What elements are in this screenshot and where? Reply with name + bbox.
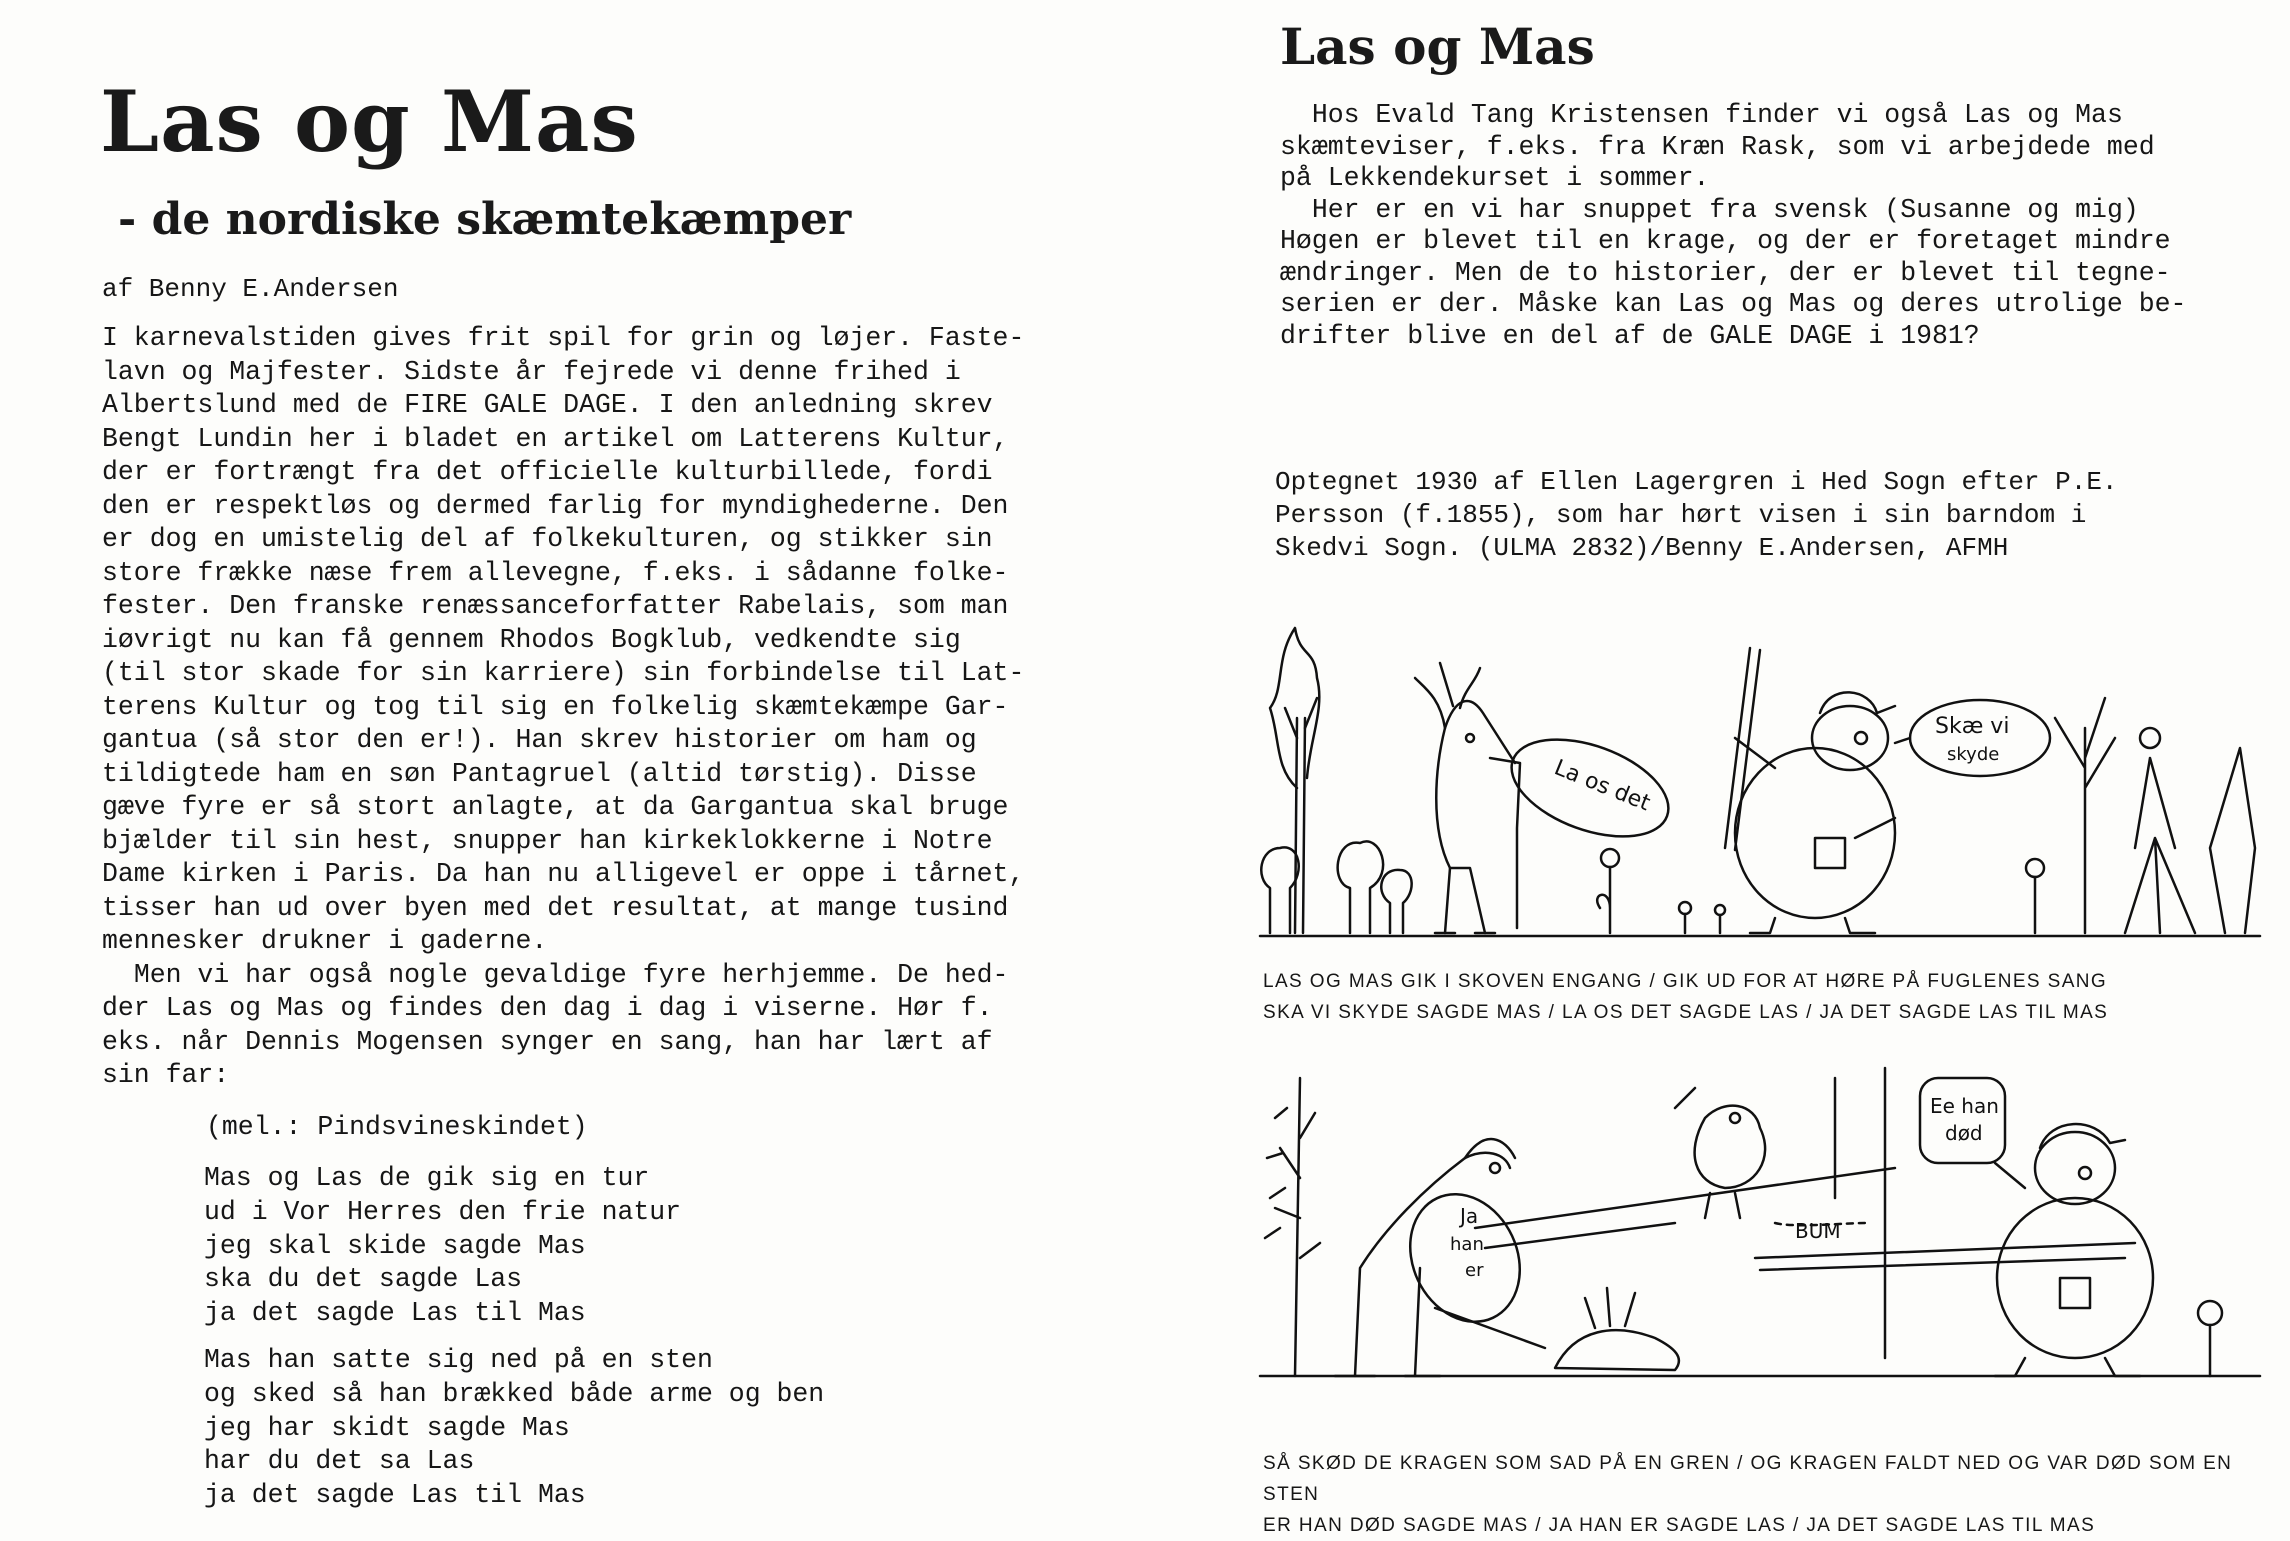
speech-bubble-mas bbox=[1895, 700, 2050, 776]
bubble-text-mas-2: skyde bbox=[1947, 744, 2000, 765]
right-trees-illustration bbox=[2026, 698, 2255, 933]
verse-2: Mas han satte sig ned på en sten og sked så han brækked både arme og ben jeg har skidt sagde Mas har du det sa Las ja det sagde Las til Mas bbox=[204, 1345, 825, 1511]
article-body: I karnevalstiden gives frit spil for grin og løjer. Faste- lavn og Majfester. Sidste år fejrede vi denne frihed i Albertslund med de FIRE GALE DAGE. I den anledning skrev Bengt Lundin her i bladet en artikel om Latterens Kultur, der er fortrængt fra det officielle kulturbillede, fordi den er respektløs og dermed farlig for myndighederne. Den er dog en umistelig del af folkekulturen, og stikker sin store frække næse frem allevegne, f.eks. i sådanne folke- fester. Den franske renæssanceforfatter Rabelais, som man iøvrigt nu kan få gennem Rhodos Bogklub, vedkendte sig (til stor skade for sin karriere) sin forbindelse til Lat- terens Kultur og tog til sig en folkelig skæmtekæmpe Gar- gantua (så stor den er!). Han skrev historier om ham og tildigtede ham en søn Pantagruel (altid tørstig). Disse gæve fyre er så stort anlagte, at da Gargantua skal bruge bjælder til sin hest, snupper han kirkeklokkerne i Notre Dame kirken i Paris. Da han nu alligevel er oppe i tårnet, tisser han ud over byen med det resultat, at mange tusind mennesker drukner i gaderne. Men vi har også nogle gevaldige fyre herhjemme. De hed- der Las og Mas og findes den dag i dag i viserne. Hør f. eks. når Dennis Mogensen synger en sang, han har lært af sin far: bbox=[102, 323, 1025, 1090]
sound-effect: BUM bbox=[1795, 1219, 1841, 1243]
article-subtitle: - de nordiske skæmtekæmper bbox=[118, 194, 852, 245]
las-figure-2 bbox=[1335, 1139, 1515, 1376]
las-figure bbox=[1415, 663, 1520, 933]
right-page bbox=[1145, 0, 2290, 1536]
bubble-text-las-2b: han bbox=[1450, 1234, 1484, 1255]
caption-panel-2: SÅ SKØD DE KRAGEN SOM SAD PÅ EN GREN / OG KRAGEN FALDT NED OG VAR DØD SOM EN STEN ER HAN DØD SAGDE MAS / JA HAN ER SAGDE LAS / JA DET SAGDE LAS TIL MAS bbox=[1263, 1453, 2233, 1536]
byline: af Benny E.Andersen bbox=[102, 274, 399, 304]
speech-bubble-las bbox=[1499, 720, 1682, 855]
melody-note: (mel.: Pindsvineskindet) bbox=[206, 1112, 588, 1142]
right-intro: Hos Evald Tang Kristensen finder vi også Las og Mas skæmteviser, f.eks. fra Kræn Rask, som vi arbejdede med på Lekkendekurset i sommer. Her er en vi har snuppet fra svensk (Susanne og mig) Høgen er blevet til en krage, og der er foretaget mindre ændringer. Men de to historier, der er blevet til tegne- serien er der. Måske kan Las og Mas og deres utrolige be- drifter blive en del af de GALE DAGE i 1981? bbox=[1280, 100, 2187, 351]
bubble-text-mas-1: Skæ vi bbox=[1935, 714, 2010, 739]
source-note: Optegnet 1930 af Ellen Lagergren i Hed Sogn efter P.E. Persson (f.1855), som har hørt visen i sin barndom i Skedvi Sogn. (ULMA 2832)/Benny E.Andersen, AFMH bbox=[1275, 467, 2118, 563]
caption-panel-1: LAS OG MAS GIK I SKOVEN ENGANG / GIK UD FOR AT HØRE PÅ FUGLENES SANG SKA VI SKYDE SAGDE MAS / LA OS DET SAGDE LAS / JA DET SAGDE LAS TIL MAS bbox=[1263, 971, 2109, 1023]
cartoon-panel-2 bbox=[1255, 1058, 2265, 1388]
bubble-text-mas-2b: død bbox=[1945, 1121, 1983, 1145]
bubble-text-las-2c: er bbox=[1465, 1260, 1484, 1281]
flowers-illustration bbox=[1597, 849, 1725, 933]
bubble-text-las-2a: Ja bbox=[1460, 1204, 1479, 1228]
bushes-illustration bbox=[1261, 841, 1411, 933]
bare-tree-illustration bbox=[1265, 1078, 1320, 1376]
bubble-text-las: La os det bbox=[1550, 755, 1654, 817]
mas-figure bbox=[1725, 648, 1895, 933]
right-title: Las og Mas bbox=[1280, 17, 1595, 76]
cartoon-panel-1 bbox=[1255, 588, 2265, 948]
dead-crow-illustration bbox=[1555, 1288, 1679, 1370]
speech-bubble-mas-2 bbox=[1920, 1078, 2025, 1188]
verse-1: Mas og Las de gik sig en tur ud i Vor Herres den frie natur jeg skal skide sagde Mas ska du det sagde Las ja det sagde Las til Mas bbox=[204, 1163, 682, 1329]
article-title: Las og Mas bbox=[100, 72, 639, 171]
bubble-text-mas-2a: Ee han bbox=[1930, 1094, 1999, 1118]
tree-illustration bbox=[1270, 628, 1319, 933]
crow-on-branch-illustration bbox=[1475, 1068, 1895, 1358]
left-page bbox=[0, 0, 1145, 1514]
